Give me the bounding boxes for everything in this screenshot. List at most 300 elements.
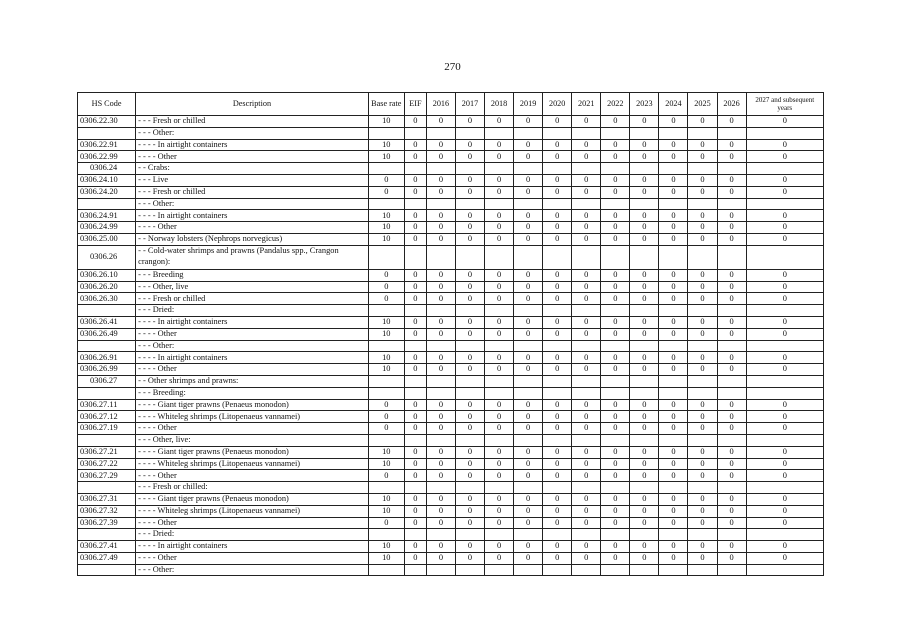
rate-cell: 0 <box>514 517 543 529</box>
rate-cell: 0 <box>659 328 688 340</box>
rate-cell: 0 <box>630 541 659 553</box>
rate-cell <box>485 529 514 541</box>
description-cell: - - - Fresh or chilled <box>136 186 369 198</box>
rate-cell: 0 <box>404 316 426 328</box>
rate-cell <box>630 340 659 352</box>
table-row <box>78 470 824 482</box>
rate-cell: 0 <box>746 281 823 293</box>
rate-cell: 0 <box>601 281 630 293</box>
table-row <box>78 493 824 505</box>
description-cell: - - Other shrimps and prawns: <box>136 375 369 387</box>
table-row <box>78 482 824 494</box>
rate-cell <box>426 198 455 210</box>
rate-cell: 0 <box>717 423 746 435</box>
description-cell: - - Cold-water shrimps and prawns (Pandalus spp., Crangon crangon): <box>136 245 369 269</box>
rate-cell <box>717 127 746 139</box>
rate-cell: 0 <box>659 210 688 222</box>
rate-cell <box>659 529 688 541</box>
table-row <box>78 364 824 376</box>
rate-cell: 0 <box>659 552 688 564</box>
rate-cell: 0 <box>543 364 572 376</box>
rate-cell: 0 <box>572 423 601 435</box>
column-header: 2023 <box>630 93 659 116</box>
rate-cell: 0 <box>485 269 514 281</box>
rate-cell <box>543 198 572 210</box>
description-cell: - - - Fresh or chilled <box>136 293 369 305</box>
column-header: 2017 <box>455 93 484 116</box>
rate-cell <box>746 482 823 494</box>
rate-cell <box>601 564 630 576</box>
rate-cell: 0 <box>717 186 746 198</box>
rate-cell: 0 <box>455 517 484 529</box>
rate-cell <box>688 305 717 317</box>
hs-code-cell: 0306.27.12 <box>78 411 136 423</box>
rate-cell: 0 <box>572 139 601 151</box>
rate-cell: 0 <box>717 552 746 564</box>
rate-cell <box>404 482 426 494</box>
rate-cell: 0 <box>455 293 484 305</box>
rate-cell <box>455 529 484 541</box>
rate-cell: 10 <box>368 210 404 222</box>
rate-cell: 0 <box>514 116 543 128</box>
hs-code-cell: 0306.26.10 <box>78 269 136 281</box>
page-number: 270 <box>444 61 461 73</box>
rate-cell: 0 <box>717 541 746 553</box>
rate-cell: 10 <box>368 552 404 564</box>
rate-cell: 0 <box>543 316 572 328</box>
rate-cell: 0 <box>485 458 514 470</box>
rate-cell: 0 <box>630 116 659 128</box>
rate-cell: 0 <box>455 174 484 186</box>
rate-cell: 0 <box>455 352 484 364</box>
rate-cell: 0 <box>485 541 514 553</box>
rate-cell <box>543 529 572 541</box>
description-cell: - - - - Other <box>136 364 369 376</box>
rate-cell: 0 <box>572 222 601 234</box>
rate-cell: 0 <box>368 293 404 305</box>
rate-cell: 0 <box>630 174 659 186</box>
rate-cell <box>455 163 484 175</box>
rate-cell: 0 <box>688 222 717 234</box>
hs-code-cell: 0306.27.49 <box>78 552 136 564</box>
rate-cell: 0 <box>485 233 514 245</box>
rate-cell: 0 <box>746 470 823 482</box>
rate-cell: 0 <box>543 281 572 293</box>
rate-cell <box>404 340 426 352</box>
hs-code-cell: 0306.27.21 <box>78 446 136 458</box>
rate-cell <box>717 245 746 269</box>
rate-cell <box>368 245 404 269</box>
rate-cell: 0 <box>659 186 688 198</box>
rate-cell: 0 <box>717 174 746 186</box>
rate-cell: 0 <box>659 116 688 128</box>
rate-cell: 0 <box>426 458 455 470</box>
description-cell: - - - Dried: <box>136 529 369 541</box>
rate-cell: 0 <box>746 186 823 198</box>
rate-cell: 0 <box>485 281 514 293</box>
rate-cell: 0 <box>543 210 572 222</box>
rate-cell: 0 <box>688 210 717 222</box>
description-cell: - - Crabs: <box>136 163 369 175</box>
rate-cell <box>601 245 630 269</box>
rate-cell: 0 <box>717 470 746 482</box>
rate-cell: 0 <box>514 210 543 222</box>
rate-cell <box>485 305 514 317</box>
table-row <box>78 399 824 411</box>
rate-cell: 0 <box>688 552 717 564</box>
rate-cell: 0 <box>659 517 688 529</box>
rate-cell: 0 <box>572 269 601 281</box>
rate-cell: 0 <box>659 151 688 163</box>
table-row <box>78 210 824 222</box>
hs-code-cell: 0306.26.49 <box>78 328 136 340</box>
rate-cell: 0 <box>514 493 543 505</box>
rate-cell: 0 <box>630 139 659 151</box>
rate-cell: 0 <box>630 505 659 517</box>
rate-cell: 0 <box>717 293 746 305</box>
table-row <box>78 127 824 139</box>
rate-cell: 0 <box>601 210 630 222</box>
rate-cell: 0 <box>543 541 572 553</box>
rate-cell: 0 <box>485 364 514 376</box>
rate-cell <box>717 305 746 317</box>
rate-cell: 0 <box>455 139 484 151</box>
rate-cell: 0 <box>404 293 426 305</box>
rate-cell <box>426 245 455 269</box>
rate-cell <box>514 529 543 541</box>
rate-cell <box>659 375 688 387</box>
rate-cell: 0 <box>630 222 659 234</box>
rate-cell: 0 <box>368 517 404 529</box>
rate-cell: 0 <box>659 269 688 281</box>
rate-cell <box>404 375 426 387</box>
rate-cell: 0 <box>485 505 514 517</box>
description-cell: - - - Fresh or chilled <box>136 116 369 128</box>
rate-cell: 0 <box>717 364 746 376</box>
rate-cell: 0 <box>368 186 404 198</box>
rate-cell <box>688 163 717 175</box>
rate-cell: 0 <box>514 281 543 293</box>
rate-cell: 0 <box>659 470 688 482</box>
rate-cell: 0 <box>601 174 630 186</box>
hs-code-cell: 0306.27.41 <box>78 541 136 553</box>
rate-cell: 0 <box>746 364 823 376</box>
rate-cell <box>746 198 823 210</box>
rate-cell <box>368 198 404 210</box>
rate-cell: 0 <box>717 222 746 234</box>
rate-cell: 0 <box>426 411 455 423</box>
rate-cell: 0 <box>659 316 688 328</box>
rate-cell: 0 <box>746 352 823 364</box>
rate-cell: 0 <box>404 174 426 186</box>
column-header: 2026 <box>717 93 746 116</box>
rate-cell: 0 <box>659 281 688 293</box>
rate-cell <box>455 387 484 399</box>
rate-cell <box>572 127 601 139</box>
rate-cell: 0 <box>514 552 543 564</box>
rate-cell: 0 <box>485 411 514 423</box>
description-cell: - - - - Whiteleg shrimps (Litopenaeus vannamei) <box>136 411 369 423</box>
rate-cell: 0 <box>368 470 404 482</box>
rate-cell: 0 <box>572 233 601 245</box>
table-row <box>78 517 824 529</box>
rate-cell: 0 <box>455 316 484 328</box>
rate-cell <box>746 127 823 139</box>
rate-cell <box>426 387 455 399</box>
rate-cell: 0 <box>514 352 543 364</box>
rate-cell: 0 <box>630 411 659 423</box>
description-cell: - - - - Other <box>136 222 369 234</box>
table-row <box>78 174 824 186</box>
rate-cell: 0 <box>746 269 823 281</box>
rate-cell <box>746 163 823 175</box>
rate-cell: 0 <box>404 269 426 281</box>
rate-cell: 0 <box>368 411 404 423</box>
table-row <box>78 423 824 435</box>
table-row <box>78 328 824 340</box>
rate-cell <box>543 163 572 175</box>
rate-cell <box>404 434 426 446</box>
description-cell: - - - - Giant tiger prawns (Penaeus monodon) <box>136 446 369 458</box>
rate-cell: 0 <box>426 139 455 151</box>
rate-cell: 0 <box>630 352 659 364</box>
description-cell: - - - - Other <box>136 552 369 564</box>
rate-cell: 0 <box>514 423 543 435</box>
rate-cell <box>514 127 543 139</box>
rate-cell <box>688 375 717 387</box>
column-header: 2018 <box>485 93 514 116</box>
description-cell: - - - - Whiteleg shrimps (Litopenaeus vannamei) <box>136 505 369 517</box>
rate-cell <box>717 529 746 541</box>
rate-cell: 0 <box>514 174 543 186</box>
rate-cell: 0 <box>746 505 823 517</box>
rate-cell: 0 <box>717 517 746 529</box>
rate-cell <box>404 163 426 175</box>
rate-cell: 0 <box>543 411 572 423</box>
rate-cell <box>630 387 659 399</box>
rate-cell <box>514 340 543 352</box>
rate-cell <box>455 305 484 317</box>
rate-cell <box>368 305 404 317</box>
rate-cell: 0 <box>601 446 630 458</box>
rate-cell <box>717 387 746 399</box>
rate-cell <box>455 434 484 446</box>
table-row <box>78 233 824 245</box>
rate-cell <box>717 340 746 352</box>
rate-cell <box>572 564 601 576</box>
rate-cell: 0 <box>601 116 630 128</box>
rate-cell: 0 <box>630 446 659 458</box>
rate-cell <box>630 529 659 541</box>
hs-code-cell <box>78 529 136 541</box>
rate-cell <box>572 245 601 269</box>
rate-cell <box>688 482 717 494</box>
rate-cell <box>717 198 746 210</box>
rate-cell <box>368 340 404 352</box>
rate-cell: 0 <box>601 364 630 376</box>
table-row <box>78 186 824 198</box>
rate-cell <box>659 482 688 494</box>
rate-cell <box>659 564 688 576</box>
rate-cell: 0 <box>426 151 455 163</box>
rate-cell <box>601 482 630 494</box>
rate-cell <box>630 482 659 494</box>
rate-cell: 0 <box>543 352 572 364</box>
rate-cell: 0 <box>659 411 688 423</box>
rate-cell: 0 <box>572 493 601 505</box>
hs-code-cell: 0306.27.19 <box>78 423 136 435</box>
rate-cell <box>543 340 572 352</box>
rate-cell <box>688 387 717 399</box>
rate-cell: 0 <box>404 116 426 128</box>
rate-cell: 0 <box>601 328 630 340</box>
rate-cell <box>543 434 572 446</box>
rate-cell <box>688 564 717 576</box>
rate-cell: 0 <box>746 493 823 505</box>
rate-cell <box>455 340 484 352</box>
rate-cell <box>659 340 688 352</box>
rate-cell: 0 <box>688 493 717 505</box>
rate-cell: 0 <box>630 423 659 435</box>
rate-cell <box>368 375 404 387</box>
rate-cell: 0 <box>659 493 688 505</box>
rate-cell <box>368 564 404 576</box>
rate-cell: 0 <box>485 328 514 340</box>
rate-cell: 0 <box>426 541 455 553</box>
rate-cell: 0 <box>659 458 688 470</box>
rate-cell: 0 <box>572 470 601 482</box>
rate-cell: 10 <box>368 116 404 128</box>
rate-cell: 0 <box>688 281 717 293</box>
rate-cell <box>746 529 823 541</box>
rate-cell <box>485 564 514 576</box>
rate-cell: 0 <box>717 116 746 128</box>
table-row <box>78 446 824 458</box>
rate-cell <box>426 434 455 446</box>
rate-cell <box>404 529 426 541</box>
rate-cell: 0 <box>543 139 572 151</box>
rate-cell: 0 <box>514 470 543 482</box>
rate-cell: 0 <box>455 210 484 222</box>
rate-cell: 0 <box>514 505 543 517</box>
table-row <box>78 564 824 576</box>
rate-cell: 0 <box>688 517 717 529</box>
rate-cell: 0 <box>543 399 572 411</box>
rate-cell: 0 <box>717 505 746 517</box>
table-row <box>78 387 824 399</box>
rate-cell: 0 <box>688 364 717 376</box>
rate-cell: 0 <box>543 446 572 458</box>
rate-cell: 0 <box>514 541 543 553</box>
hs-code-cell <box>78 564 136 576</box>
table-row <box>78 305 824 317</box>
rate-cell: 0 <box>572 151 601 163</box>
description-cell: - - - - Whiteleg shrimps (Litopenaeus vannamei) <box>136 458 369 470</box>
hs-code-cell: 0306.27 <box>78 375 136 387</box>
rate-cell: 0 <box>404 210 426 222</box>
description-cell: - - - - Other <box>136 151 369 163</box>
rate-cell: 0 <box>572 316 601 328</box>
description-cell: - - - - In airtight containers <box>136 316 369 328</box>
description-cell: - - - Other, live: <box>136 434 369 446</box>
rate-cell: 0 <box>404 517 426 529</box>
rate-cell: 0 <box>630 458 659 470</box>
rate-cell: 0 <box>572 210 601 222</box>
rate-cell <box>426 375 455 387</box>
rate-cell <box>601 127 630 139</box>
rate-cell <box>717 375 746 387</box>
table-row <box>78 541 824 553</box>
rate-cell <box>543 245 572 269</box>
rate-cell <box>630 127 659 139</box>
rate-cell <box>572 482 601 494</box>
rate-cell: 0 <box>659 423 688 435</box>
rate-cell <box>485 198 514 210</box>
rate-cell: 0 <box>572 399 601 411</box>
rate-cell: 0 <box>368 281 404 293</box>
column-header: EIF <box>404 93 426 116</box>
rate-cell: 0 <box>543 293 572 305</box>
rate-cell: 0 <box>688 139 717 151</box>
rate-cell: 0 <box>485 423 514 435</box>
rate-cell <box>659 434 688 446</box>
rate-cell: 0 <box>572 517 601 529</box>
rate-cell: 0 <box>426 423 455 435</box>
rate-cell: 0 <box>572 116 601 128</box>
rate-cell: 0 <box>688 151 717 163</box>
rate-cell: 0 <box>455 364 484 376</box>
rate-cell: 10 <box>368 328 404 340</box>
rate-cell: 10 <box>368 493 404 505</box>
rate-cell <box>572 375 601 387</box>
rate-cell <box>543 482 572 494</box>
rate-cell <box>514 482 543 494</box>
rate-cell: 0 <box>630 281 659 293</box>
rate-cell: 0 <box>485 210 514 222</box>
rate-cell <box>630 245 659 269</box>
rate-cell: 0 <box>659 233 688 245</box>
rate-cell <box>514 387 543 399</box>
rate-cell: 0 <box>688 352 717 364</box>
rate-cell: 0 <box>404 505 426 517</box>
column-header: 2022 <box>601 93 630 116</box>
rate-cell: 0 <box>601 293 630 305</box>
rate-cell: 10 <box>368 364 404 376</box>
rate-cell: 0 <box>688 411 717 423</box>
description-cell: - - - Fresh or chilled: <box>136 482 369 494</box>
rate-cell: 0 <box>717 328 746 340</box>
rate-cell: 0 <box>404 186 426 198</box>
hs-code-cell: 0306.24.10 <box>78 174 136 186</box>
rate-cell: 0 <box>455 151 484 163</box>
rate-cell: 0 <box>514 316 543 328</box>
rate-cell: 0 <box>746 423 823 435</box>
rate-cell: 0 <box>485 470 514 482</box>
rate-cell <box>455 375 484 387</box>
rate-cell: 0 <box>746 233 823 245</box>
rate-cell <box>485 340 514 352</box>
rate-cell <box>368 127 404 139</box>
rate-cell: 0 <box>688 186 717 198</box>
rate-cell: 0 <box>717 233 746 245</box>
rate-cell <box>514 375 543 387</box>
rate-cell: 0 <box>426 446 455 458</box>
rate-cell: 0 <box>688 269 717 281</box>
rate-cell: 0 <box>514 186 543 198</box>
rate-cell: 0 <box>717 458 746 470</box>
rate-cell: 0 <box>485 517 514 529</box>
table-row <box>78 151 824 163</box>
